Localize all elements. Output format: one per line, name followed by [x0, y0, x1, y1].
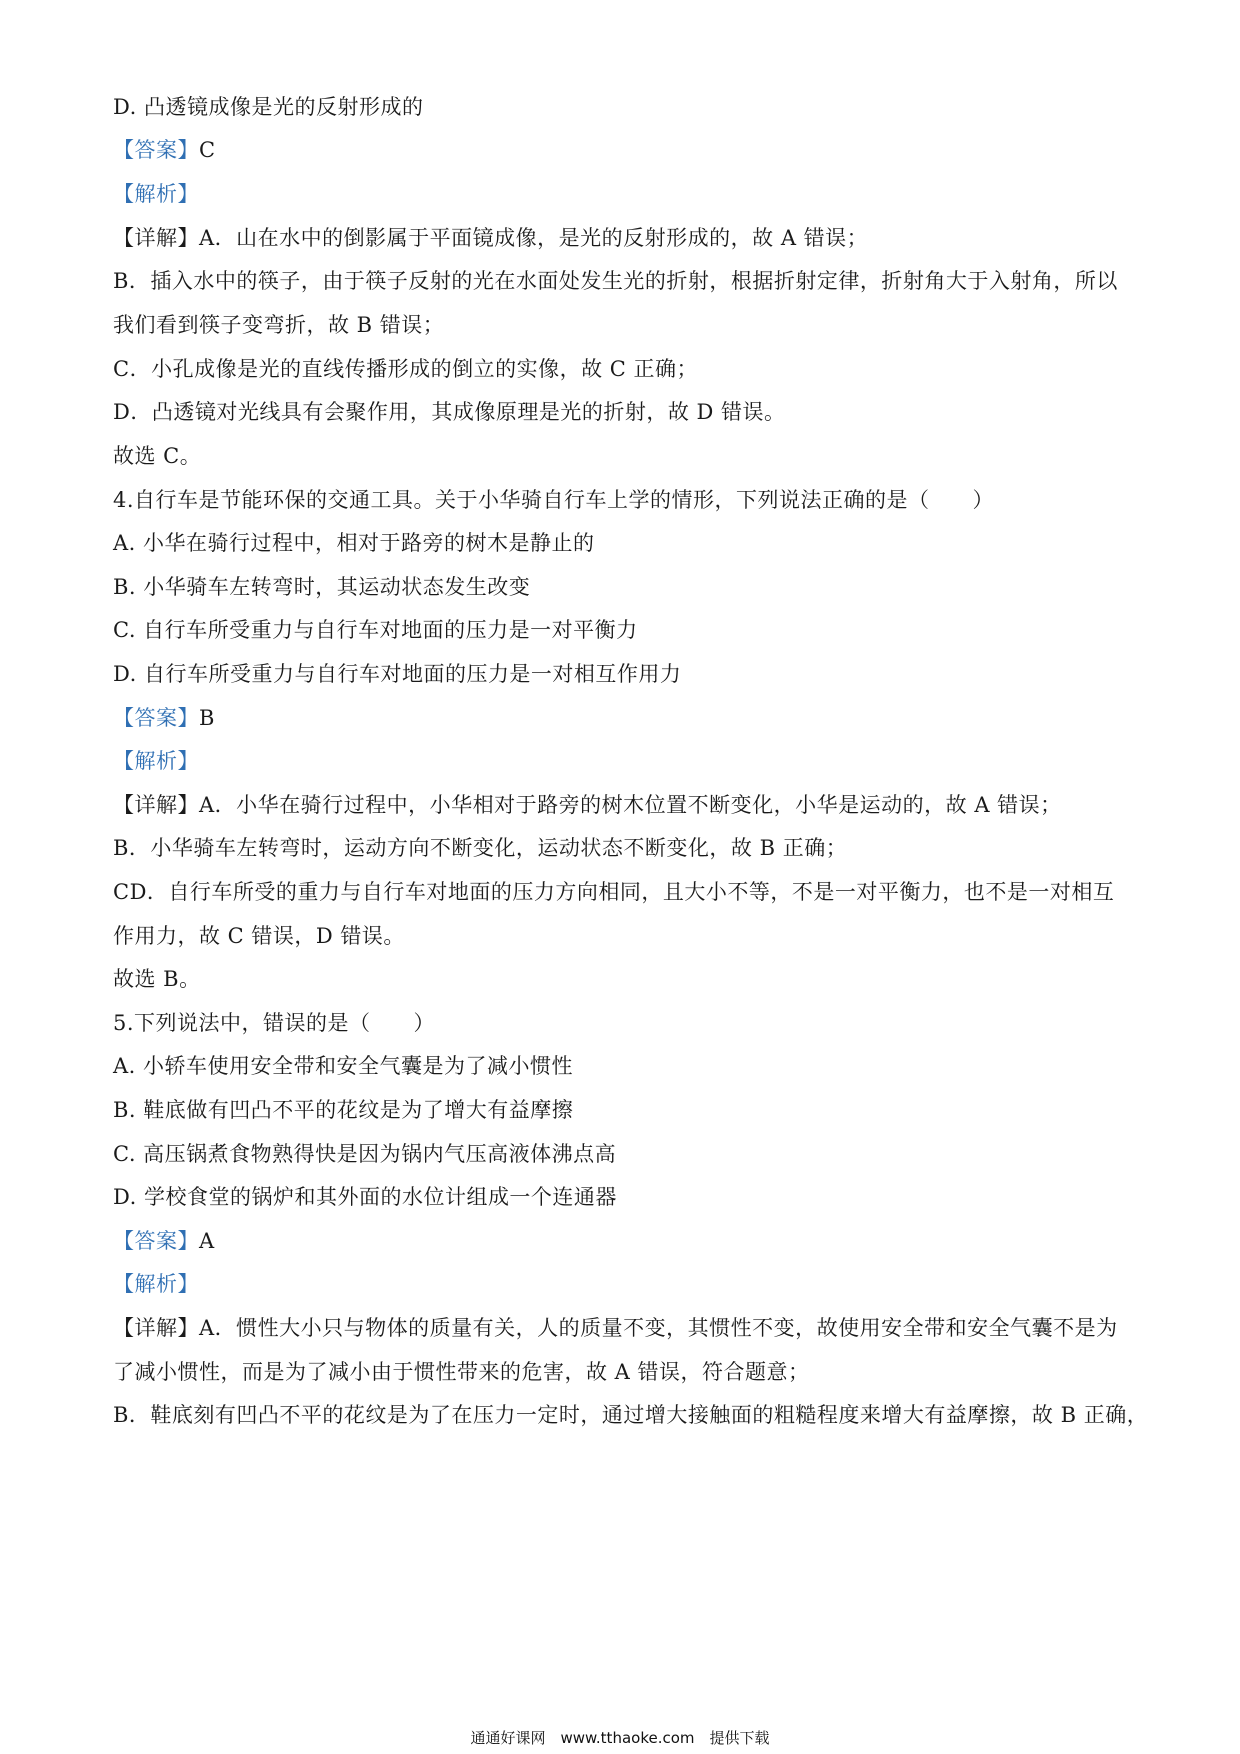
- answer-line: [113, 1226, 1133, 1256]
- answer-value: B: [199, 706, 215, 730]
- detail-text: A．小华在骑行过程中，小华相对于路旁的树木位置不断变化，小华是运动的，故 A 错误；: [199, 793, 1062, 817]
- detail-line: C．小孔成像是光的直线传播形成的倒立的实像，故 C 正确；: [113, 357, 698, 381]
- detail-line: [113, 790, 1133, 820]
- detail-line: [113, 223, 1133, 253]
- analysis-tag: 【解析】: [113, 182, 199, 206]
- detail-line: D．凸透镜对光线具有会聚作用，其成像原理是光的折射，故 D 错误。: [113, 400, 786, 424]
- detail-line: [113, 1313, 1133, 1343]
- answer-tag: 【答案】: [113, 1229, 199, 1253]
- conclusion: 故选 C。: [113, 444, 202, 468]
- detail-line: 了减小惯性，而是为了减小由于惯性带来的危害，故 A 错误，符合题意；: [113, 1360, 810, 1384]
- detail-text: A．惯性大小只与物体的质量有关，人的质量不变，其惯性不变，故使用安全带和安全气囊不是为: [199, 1316, 1118, 1340]
- answer-line: [113, 135, 1133, 165]
- answer-tag: 【答案】: [113, 706, 199, 730]
- detail-tag: 【详解】: [113, 1316, 199, 1340]
- question-stem: 5.下列说法中，错误的是（ ）: [113, 1011, 436, 1035]
- answer-tag: 【答案】: [113, 138, 199, 162]
- detail-text: A．山在水中的倒影属于平面镜成像，是光的反射形成的，故 A 错误；: [199, 226, 869, 250]
- analysis-tag: 【解析】: [113, 1272, 199, 1296]
- question-stem: 4.自行车是节能环保的交通工具。关于小华骑自行车上学的情形，下列说法正确的是（ ）: [113, 488, 995, 512]
- answer-line: [113, 703, 1133, 733]
- detail-line: B．插入水中的筷子，由于筷子反射的光在水面处发生光的折射，根据折射定律，折射角大于入射角，所以: [113, 269, 1118, 293]
- detail-line: B．鞋底刻有凹凸不平的花纹是为了在压力一定时，通过增大接触面的粗糙程度来增大有益摩擦，故 B 正确，: [113, 1403, 1149, 1427]
- detail-line: 作用力，故 C 错误，D 错误。: [113, 924, 405, 948]
- option-c: C. 自行车所受重力与自行车对地面的压力是一对平衡力: [113, 618, 638, 642]
- detail-line: B．小华骑车左转弯时，运动方向不断变化，运动状态不断变化，故 B 正确；: [113, 836, 848, 860]
- option-a: A. 小轿车使用安全带和安全气囊是为了减小惯性: [113, 1054, 574, 1078]
- option-d: D. 自行车所受重力与自行车对地面的压力是一对相互作用力: [113, 662, 682, 686]
- answer-value: A: [199, 1229, 215, 1253]
- option-d: D. 凸透镜成像是光的反射形成的: [113, 95, 424, 119]
- footer-credit: 通通好课网 www.tthaoke.com 提供下载: [470, 1729, 770, 1747]
- detail-tag: 【详解】: [113, 793, 199, 817]
- option-b: B. 鞋底做有凹凸不平的花纹是为了增大有益摩擦: [113, 1098, 574, 1122]
- option-d: D. 学校食堂的锅炉和其外面的水位计组成一个连通器: [113, 1185, 617, 1209]
- analysis-tag: 【解析】: [113, 749, 199, 773]
- option-a: A. 小华在骑行过程中，相对于路旁的树木是静止的: [113, 531, 595, 555]
- detail-tag: 【详解】: [113, 226, 199, 250]
- option-c: C. 高压锅煮食物熟得快是因为锅内气压高液体沸点高: [113, 1142, 617, 1166]
- conclusion: 故选 B。: [113, 967, 201, 991]
- answer-value: C: [199, 138, 216, 162]
- detail-line: CD．自行车所受的重力与自行车对地面的压力方向相同，且大小不等，不是一对平衡力，也不是一对相互: [113, 880, 1115, 904]
- option-b: B. 小华骑车左转弯时，其运动状态发生改变: [113, 575, 531, 599]
- detail-line: 我们看到筷子变弯折，故 B 错误；: [113, 313, 445, 337]
